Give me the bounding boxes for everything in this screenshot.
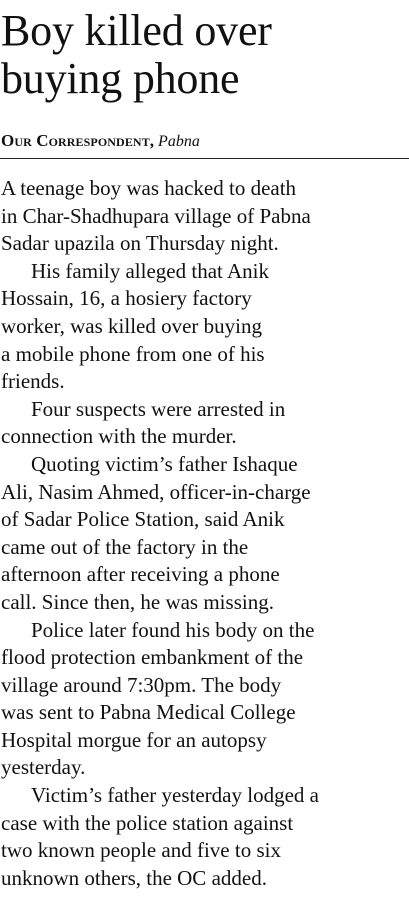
body-text-line: worker, was killed over buying [1, 313, 263, 338]
article-body [1, 175, 408, 892]
body-text-line: was sent to Pabna Medical College [1, 700, 296, 725]
body-text-line: friends. [1, 369, 65, 394]
body-text-line: village around 7:30pm. The body [1, 672, 282, 697]
body-text-line: Hossain, 16, a hosiery factory [1, 286, 252, 311]
headline-divider [0, 158, 409, 159]
paragraph-first-line: Four suspects were arrested in [31, 396, 286, 421]
headline-line: buying phone [1, 54, 240, 103]
body-text-line: of Sadar Police Station, said Anik [1, 507, 285, 532]
body-text-line: call. Since then, he was missing. [1, 589, 274, 614]
body-text-line: a mobile phone from one of his [1, 341, 265, 366]
body-text-line: Hospital morgue for an autopsy [1, 727, 267, 752]
byline-author: Our Correspondent [1, 131, 150, 150]
byline-place: Pabna [158, 133, 200, 150]
body-text-line: afternoon after receiving a phone [1, 562, 280, 587]
paragraph-first-line: Police later found his body on the [31, 617, 315, 642]
body-text-line: A teenage boy was hacked to death [1, 176, 297, 200]
body-text-line: unknown others, the OC added. [1, 865, 267, 890]
paragraph-first-line: Quoting victim’s father Ishaque [31, 451, 298, 476]
byline-separator: , [149, 131, 155, 150]
headline [1, 7, 406, 103]
body-text-line: came out of the factory in the [1, 534, 249, 559]
paragraph-first-line: His family alleged that Anik [31, 258, 269, 283]
body-text-line: flood protection embankment of the [1, 645, 304, 670]
byline [1, 129, 406, 154]
paragraph-first-line: Victim’s father yesterday lodged a [31, 783, 319, 808]
body-text-line: two known people and five to six [1, 838, 281, 863]
body-text-line: connection with the murder. [1, 424, 237, 449]
body-text-line: Sadar upazila on Thursday night. [1, 231, 279, 256]
headline-line: Boy killed over [1, 6, 272, 55]
body-text-line: case with the police station against [1, 810, 294, 835]
body-text-line: Ali, Nasim Ahmed, officer-in-charge [1, 479, 311, 504]
body-text-line: yesterday. [1, 755, 86, 780]
body-text-line: in Char-Shadhupara village of Pabna [1, 203, 311, 228]
